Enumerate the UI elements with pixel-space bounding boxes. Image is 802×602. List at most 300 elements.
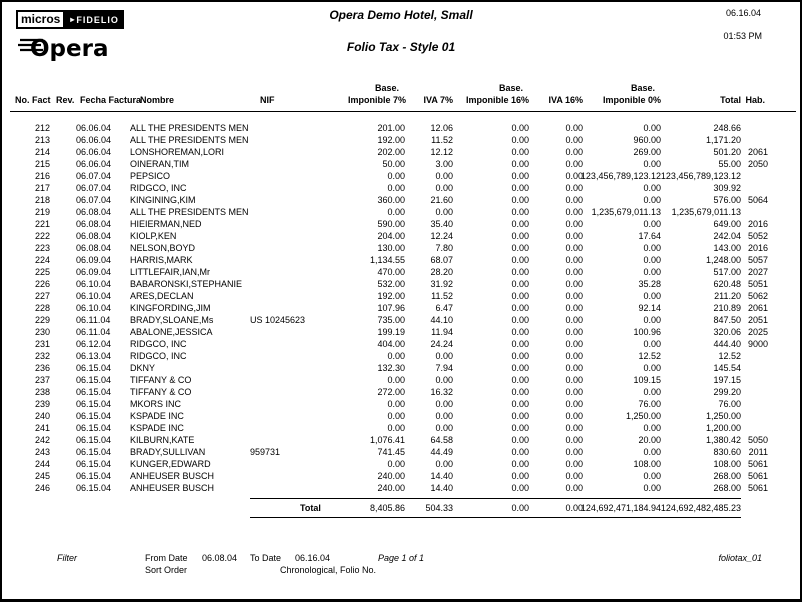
cell-total: 1,250.00 (705, 411, 741, 421)
cell-no-fact: 224 (34, 255, 50, 265)
cell-fecha: 06.11.04 (76, 327, 111, 337)
cell-no-fact: 226 (34, 279, 50, 289)
cell-total: 197.15 (713, 375, 741, 385)
cell-base16: 0.00 (511, 219, 529, 229)
cell-total: 444.40 (713, 339, 741, 349)
cell-nif (250, 398, 348, 410)
cell-nombre: HIEIERMAN,NED (130, 219, 202, 229)
cell-hab: 2061 (747, 147, 768, 157)
total-label: Total (250, 499, 348, 518)
cell-rev (50, 470, 76, 482)
cell-base16: 0.00 (511, 483, 529, 493)
cell-iva16: 0.00 (565, 435, 583, 445)
cell-hab: 2016 (747, 219, 768, 229)
cell-iva7: 11.52 (431, 135, 453, 145)
col-header-hab: Hab. (745, 95, 765, 105)
cell-base16: 0.00 (511, 207, 529, 217)
cell-rev (50, 410, 76, 422)
cell-no-fact: 222 (34, 231, 50, 241)
cell-hab: 5064 (747, 195, 768, 205)
table-row (12, 482, 768, 494)
cell-iva16: 0.00 (565, 207, 583, 217)
cell-fecha: 06.13.04 (76, 351, 112, 361)
cell-no-fact: 239 (34, 399, 50, 409)
cell-fecha: 06.07.04 (76, 183, 112, 193)
cell-nombre: NELSON,BOYD (130, 243, 196, 253)
cell-iva16: 0.00 (565, 135, 583, 145)
cell-base16: 0.00 (511, 435, 529, 445)
cell-base0: 0.00 (643, 195, 661, 205)
cell-fecha: 06.06.04 (76, 159, 112, 169)
cell-total: 847.50 (713, 315, 741, 325)
cell-nombre: DKNY (130, 363, 156, 373)
cell-fecha: 06.06.04 (76, 135, 112, 145)
cell-total: 1,200.00 (705, 423, 741, 433)
cell-iva16: 0.00 (565, 447, 583, 457)
cell-iva16: 0.00 (565, 195, 583, 205)
cell-nombre: LITTLEFAIR,IAN,Mr (130, 267, 211, 277)
cell-no-fact: 216 (34, 171, 50, 181)
cell-base0: 0.00 (643, 315, 661, 325)
cell-nif (250, 470, 348, 482)
cell-base7: 0.00 (387, 375, 405, 385)
cell-fecha: 06.09.04 (76, 255, 112, 265)
cell-fecha: 06.08.04 (76, 243, 112, 253)
cell-nombre: KINGINING,KIM (130, 195, 196, 205)
cell-nif (250, 482, 348, 494)
cell-hab (741, 134, 768, 146)
cell-iva16: 0.00 (565, 339, 583, 349)
total-base-imponible-16: 0.00 (453, 499, 529, 518)
cell-base0: 0.00 (643, 183, 661, 193)
cell-fecha: 06.07.04 (76, 195, 112, 205)
cell-base16: 0.00 (511, 351, 529, 361)
table-row (12, 134, 768, 146)
cell-iva7: 11.52 (431, 291, 453, 301)
cell-base16: 0.00 (511, 327, 529, 337)
cell-iva7: 7.94 (435, 363, 453, 373)
cell-nif (250, 410, 348, 422)
cell-base16: 0.00 (511, 339, 529, 349)
cell-nombre: ALL THE PRESIDENTS MEN (130, 207, 249, 217)
micros-logo-text: micros (16, 10, 65, 29)
cell-base7: 199.19 (377, 327, 405, 337)
cell-base0: 0.00 (643, 255, 661, 265)
cell-rev (50, 278, 76, 290)
cell-base7: 1,076.41 (369, 435, 405, 445)
header-divider-line (10, 111, 796, 112)
cell-iva7: 0.00 (435, 351, 453, 361)
hotel-name: Opera Demo Hotel, Small (329, 8, 473, 22)
table-row (12, 254, 768, 266)
cell-base7: 0.00 (387, 183, 405, 193)
cell-no-fact: 236 (34, 363, 50, 373)
filter-label: Filter (57, 553, 77, 563)
cell-base7: 0.00 (387, 171, 405, 181)
cell-fecha: 06.15.04 (76, 483, 112, 493)
cell-iva7: 0.00 (435, 411, 453, 421)
table-row (12, 398, 768, 410)
sort-order-label: Sort Order (145, 565, 188, 575)
table-row (12, 326, 768, 338)
cell-iva16: 0.00 (565, 363, 583, 373)
cell-base7: 201.00 (377, 123, 405, 133)
cell-nif (250, 278, 348, 290)
cell-base7: 130.00 (377, 243, 405, 253)
cell-fecha: 06.10.04 (76, 303, 112, 313)
cell-base7: 240.00 (377, 471, 405, 481)
cell-iva7: 35.40 (430, 219, 453, 229)
cell-iva16: 0.00 (565, 219, 583, 229)
col-header-base-imponible-7: Base. Imponible 7% (348, 83, 407, 105)
cell-base7: 204.00 (377, 231, 405, 241)
cell-no-fact: 231 (34, 339, 50, 349)
cell-iva16: 0.00 (565, 483, 583, 493)
cell-hab: 5061 (747, 483, 768, 493)
cell-rev (50, 146, 76, 158)
total-grand: 124,692,482,485.23 (661, 499, 741, 518)
cell-total: 248.66 (713, 123, 741, 133)
cell-fecha: 06.10.04 (76, 291, 112, 301)
cell-base7: 404.00 (377, 339, 405, 349)
cell-base7: 107.96 (377, 303, 405, 313)
cell-fecha: 06.11.04 (76, 315, 111, 325)
cell-no-fact: 213 (34, 135, 50, 145)
to-date-value: 06.16.04 (295, 553, 331, 563)
table-row (12, 218, 768, 230)
cell-nombre: LONSHOREMAN,LORI (130, 147, 225, 157)
cell-rev (50, 434, 76, 446)
cell-total: 501.20 (713, 147, 741, 157)
cell-base7: 470.00 (377, 267, 405, 277)
cell-base7: 192.00 (377, 135, 405, 145)
cell-nif (250, 146, 348, 158)
cell-iva16: 0.00 (565, 351, 583, 361)
cell-fecha: 06.06.04 (76, 147, 112, 157)
cell-total: 123,456,789,123.12 (660, 171, 741, 181)
table-row (12, 422, 768, 434)
cell-hab (741, 386, 768, 398)
cell-nif (250, 434, 348, 446)
table-row (12, 206, 768, 218)
cell-base16: 0.00 (511, 147, 529, 157)
cell-nombre: ANHEUSER BUSCH (130, 471, 215, 481)
cell-hab (741, 410, 768, 422)
cell-base0: 269.00 (633, 147, 661, 157)
cell-iva7: 31.92 (430, 279, 453, 289)
cell-base0: 92.14 (638, 303, 661, 313)
cell-base7: 1,134.55 (369, 255, 405, 265)
cell-base16: 0.00 (511, 387, 529, 397)
cell-base7: 202.00 (377, 147, 405, 157)
cell-base0: 0.00 (643, 123, 661, 133)
cell-hab (741, 182, 768, 194)
cell-no-fact: 217 (34, 183, 50, 193)
cell-rev (50, 458, 76, 470)
cell-no-fact: 229 (34, 315, 50, 325)
cell-nombre: PEPSICO (130, 171, 171, 181)
cell-base0: 0.00 (643, 159, 661, 169)
cell-iva16: 0.00 (565, 171, 583, 181)
cell-base0: 17.64 (638, 231, 661, 241)
cell-total: 242.04 (713, 231, 741, 241)
col-header-iva-7: IVA 7% (423, 95, 453, 105)
cell-base0: 0.00 (643, 219, 661, 229)
cell-nombre: RIDGCO, INC (130, 183, 187, 193)
cell-nif (250, 326, 348, 338)
cell-total: 1,235,679,011.13 (671, 207, 741, 217)
cell-hab (741, 350, 768, 362)
cell-fecha: 06.15.04 (76, 447, 112, 457)
table-row (12, 338, 768, 350)
cell-fecha: 06.15.04 (76, 387, 112, 397)
cell-base7: 0.00 (387, 411, 405, 421)
total-base-imponible-7: 8,405.86 (348, 499, 405, 518)
cell-rev (50, 218, 76, 230)
cell-base16: 0.00 (511, 447, 529, 457)
cell-fecha: 06.12.04 (76, 339, 112, 349)
cell-no-fact: 223 (34, 243, 50, 253)
cell-iva7: 16.32 (430, 387, 453, 397)
cell-hab (741, 206, 768, 218)
cell-iva16: 0.00 (565, 315, 583, 325)
cell-nif (250, 458, 348, 470)
cell-iva7: 21.60 (430, 195, 453, 205)
cell-rev (50, 134, 76, 146)
cell-hab (741, 422, 768, 434)
report-title: Folio Tax - Style 01 (346, 40, 456, 54)
cell-hab: 5061 (747, 459, 768, 469)
cell-nif (250, 302, 348, 314)
cell-no-fact: 240 (34, 411, 50, 421)
total-row (12, 499, 768, 518)
print-time: 01:53 PM (723, 31, 762, 41)
cell-base0: 0.00 (643, 423, 661, 433)
cell-base0: 108.00 (633, 459, 661, 469)
cell-base0: 123,456,789,123.12 (580, 171, 661, 181)
cell-no-fact: 232 (34, 351, 50, 361)
cell-rev (50, 290, 76, 302)
cell-nif (250, 206, 348, 218)
cell-hab: 5050 (747, 435, 768, 445)
col-header-fecha-factura: Fecha Factura (80, 95, 142, 105)
cell-no-fact: 246 (34, 483, 50, 493)
cell-total: 576.00 (713, 195, 741, 205)
col-header-rev: Rev. (56, 95, 75, 105)
cell-nif (250, 242, 348, 254)
cell-base16: 0.00 (511, 159, 529, 169)
cell-nombre: ARES,DECLAN (130, 291, 194, 301)
cell-base7: 360.00 (377, 195, 405, 205)
cell-iva7: 3.00 (435, 159, 453, 169)
cell-no-fact: 225 (34, 267, 50, 277)
cell-base0: 109.15 (633, 375, 661, 385)
cell-iva16: 0.00 (565, 231, 583, 241)
cell-rev (50, 362, 76, 374)
cell-fecha: 06.15.04 (76, 459, 112, 469)
from-date-value: 06.08.04 (202, 553, 238, 563)
table-row (12, 302, 768, 314)
cell-total: 143.00 (713, 243, 741, 253)
col-header-total: Total (720, 95, 741, 105)
cell-base0: 0.00 (643, 387, 661, 397)
cell-iva7: 0.00 (435, 399, 453, 409)
cell-base16: 0.00 (511, 303, 529, 313)
cell-no-fact: 214 (34, 147, 50, 157)
cell-base0: 100.96 (633, 327, 661, 337)
cell-base0: 0.00 (643, 243, 661, 253)
report-id: foliotax_01 (718, 553, 762, 563)
cell-fecha: 06.08.04 (76, 231, 112, 241)
cell-fecha: 06.15.04 (76, 411, 112, 421)
cell-total: 12.52 (718, 351, 741, 361)
cell-base16: 0.00 (511, 411, 529, 421)
cell-hab (741, 122, 768, 134)
cell-base7: 0.00 (387, 459, 405, 469)
cell-nif (250, 134, 348, 146)
table-row (12, 410, 768, 422)
cell-rev (50, 230, 76, 242)
cell-iva16: 0.00 (565, 267, 583, 277)
cell-iva16: 0.00 (565, 279, 583, 289)
cell-total: 649.00 (713, 219, 741, 229)
cell-total: 210.89 (713, 303, 741, 313)
cell-base16: 0.00 (511, 195, 529, 205)
table-row (12, 350, 768, 362)
cell-nombre: RIDGCO, INC (130, 339, 187, 349)
cell-total: 1,171.20 (705, 135, 741, 145)
cell-nombre: TIFFANY & CO (130, 387, 192, 397)
cell-nombre: KSPADE INC (130, 411, 184, 421)
cell-total: 108.00 (713, 459, 741, 469)
cell-total: 299.20 (713, 387, 741, 397)
cell-iva7: 12.12 (430, 147, 453, 157)
cell-nif (250, 422, 348, 434)
cell-fecha: 06.07.04 (76, 171, 112, 181)
cell-total: 517.00 (713, 267, 741, 277)
print-date: 06.16.04 (725, 8, 761, 18)
cell-base16: 0.00 (511, 471, 529, 481)
table-row (12, 314, 768, 326)
cell-rev (50, 326, 76, 338)
cell-total: 309.92 (713, 183, 741, 193)
table-row (12, 266, 768, 278)
table-row (12, 146, 768, 158)
col-header-nombre: Nombre (140, 95, 175, 105)
cell-iva7: 11.94 (431, 327, 453, 337)
cell-no-fact: 238 (34, 387, 50, 397)
cell-rev (50, 194, 76, 206)
cell-iva16: 0.00 (565, 123, 583, 133)
cell-base7: 0.00 (387, 207, 405, 217)
cell-iva16: 0.00 (565, 303, 583, 313)
cell-nombre: ALL THE PRESIDENTS MEN (130, 123, 249, 133)
cell-base16: 0.00 (511, 243, 529, 253)
cell-iva7: 0.00 (435, 207, 453, 217)
cell-no-fact: 218 (34, 195, 50, 205)
cell-nif (250, 350, 348, 362)
cell-hab: 5062 (747, 291, 768, 301)
col-header-nif: NIF (260, 95, 275, 105)
cell-base16: 0.00 (511, 423, 529, 433)
cell-nif (250, 218, 348, 230)
cell-nombre: OINERAN,TIM (130, 159, 190, 169)
cell-rev (50, 482, 76, 494)
cell-fecha: 06.08.04 (76, 207, 112, 217)
cell-fecha: 06.15.04 (76, 375, 112, 385)
page-number: Page 1 of 1 (377, 553, 425, 563)
cell-hab: 2027 (747, 267, 768, 277)
cell-iva7: 12.06 (430, 123, 453, 133)
cell-iva7: 64.58 (430, 435, 453, 445)
cell-iva16: 0.00 (565, 327, 583, 337)
cell-rev (50, 254, 76, 266)
cell-base0: 20.00 (638, 435, 661, 445)
cell-base16: 0.00 (511, 459, 529, 469)
cell-total: 55.00 (718, 159, 741, 169)
cell-nombre: KUNGER,EDWARD (130, 459, 211, 469)
col-header-base-imponible-0: Base. Imponible 0% (602, 83, 661, 105)
cell-rev (50, 338, 76, 350)
cell-nombre: KINGFORDING,JIM (130, 303, 211, 313)
cell-base7: 240.00 (377, 483, 405, 493)
cell-base16: 0.00 (511, 267, 529, 277)
cell-nif (250, 254, 348, 266)
cell-iva7: 24.24 (430, 339, 453, 349)
cell-nombre: KSPADE INC (130, 423, 184, 433)
cell-rev (50, 314, 76, 326)
cell-fecha: 06.06.04 (76, 123, 112, 133)
cell-hab: 2050 (747, 159, 768, 169)
cell-rev (50, 398, 76, 410)
cell-base7: 50.00 (382, 159, 405, 169)
cell-iva16: 0.00 (565, 291, 583, 301)
sort-order-value: Chronological, Folio No. (280, 565, 377, 575)
cell-base0: 0.00 (643, 291, 661, 301)
table-row (12, 374, 768, 386)
table-row (12, 182, 768, 194)
table-row (12, 362, 768, 374)
cell-iva16: 0.00 (565, 183, 583, 193)
folio-tax-table (12, 82, 768, 518)
cell-hab: 5061 (747, 471, 768, 481)
col-header-iva-16: IVA 16% (548, 95, 583, 105)
table-body (12, 106, 768, 494)
cell-rev (50, 206, 76, 218)
cell-no-fact: 221 (34, 219, 50, 229)
cell-nif: US 10245623 (250, 315, 306, 325)
cell-hab (741, 362, 768, 374)
cell-iva7: 0.00 (435, 171, 453, 181)
cell-iva16: 0.00 (565, 147, 583, 157)
cell-nif (250, 230, 348, 242)
cell-base16: 0.00 (511, 135, 529, 145)
cell-fecha: 06.08.04 (76, 219, 112, 229)
cell-rev (50, 122, 76, 134)
table-row (12, 242, 768, 254)
cell-nombre: TIFFANY & CO (130, 375, 192, 385)
cell-base0: 0.00 (643, 267, 661, 277)
cell-iva7: 0.00 (435, 459, 453, 469)
cell-nif (250, 170, 348, 182)
opera-logo-text: Opera (30, 36, 109, 62)
cell-base0: 0.00 (643, 339, 661, 349)
cell-total: 211.20 (714, 291, 741, 301)
cell-iva7: 14.40 (430, 471, 453, 481)
cell-fecha: 06.15.04 (76, 471, 112, 481)
cell-nif (250, 386, 348, 398)
total-iva-7: 504.33 (405, 499, 453, 518)
